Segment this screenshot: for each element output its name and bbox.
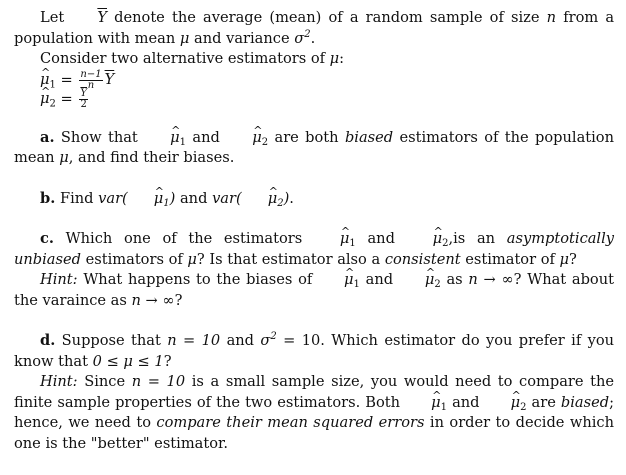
mu2-fraction: $\frac{\overline{Y}}{2}$ — [80, 87, 87, 110]
part-c-hint-end: ? — [174, 291, 183, 309]
estimator-2-equation: ^ $\mu_2$ = $\frac{\overline{Y}}{2}$ — [14, 89, 614, 108]
part-d-hint-label: Hint: — [40, 373, 78, 390]
part-d-compare: compare their mean squared errors — [156, 414, 425, 431]
part-a-mu2: ^ μ — [226, 128, 262, 149]
part-c-hint1: What happens to the biases of — [83, 271, 313, 288]
part-d-hint3: are — [531, 393, 556, 411]
part-d-text1: Suppose that — [61, 332, 161, 349]
part-d-q: ? — [163, 352, 172, 370]
intro-ybar: $\overline{Y}$ — [97, 9, 107, 26]
consider-line — [14, 49, 614, 70]
part-c-hint-mu1: ^ μ — [318, 270, 354, 291]
part-c-mu2: ^ μ — [407, 229, 443, 250]
part-d-hint-and: and — [452, 393, 480, 411]
part-c-hint-mu2: ^ μ — [399, 270, 435, 291]
problem-document — [14, 8, 614, 454]
part-c-text5: estimator of — [465, 250, 555, 268]
part-d-text2: . Which estimator do you prefer if you know that — [14, 332, 615, 370]
part-d-sigma-rhs: = 10 — [283, 332, 321, 349]
part-b — [14, 189, 614, 210]
part-b-end: . — [289, 189, 294, 207]
part-c-text6: ? — [569, 250, 577, 268]
part-c-and: and — [367, 230, 395, 247]
part-d-hint: Hint: Since n = 10 is a small sample size, you would need to compare the finite sample properties of the two estimators. Both ^ $\mu_1$ and ^ $\mu_2$ are biased; hence, we need to compare their mean squared errors in order to decide which one is the "better" estimator. — [14, 372, 614, 454]
part-c-mu: μ — [187, 250, 197, 268]
mu1-fraction: $\frac{n-1}{n}$ — [80, 68, 102, 91]
part-c-text1: Which one of the estimators — [65, 230, 303, 247]
part-b-and: and — [179, 189, 208, 207]
part-d-hint-mu1: ^ μ — [405, 393, 441, 414]
part-c-hint3: ? What about the varaince as — [14, 271, 614, 309]
part-c-mu1: ^ μ — [314, 229, 350, 250]
mu2-equals: = — [60, 90, 73, 107]
consider-text: Consider two alternative estimators of — [40, 50, 326, 67]
part-b-text: Find — [59, 189, 94, 207]
part-b-var1: var( ^ $\mu_1$) — [98, 190, 175, 207]
intro-let: Let — [40, 9, 65, 26]
intro-period: . — [310, 29, 316, 47]
part-d-hint-n: n = 10 — [131, 373, 186, 390]
mu2-hat: ^ μ — [40, 89, 50, 108]
part-a-mu: μ — [59, 149, 69, 166]
part-a-label: a. — [40, 128, 55, 146]
part-d — [14, 331, 614, 372]
part-d-range: 0 ≤ μ ≤ 1 — [92, 352, 164, 370]
part-c: c. Which one of the estimators ^ $\mu_1$ and ^ $\mu_2,is$ an asymptotically unbiased estimators of μ? Is that estimator also a consistent estimator of μ? — [14, 229, 614, 270]
mu1-hat: ^ μ — [40, 70, 50, 89]
part-a-text4: , and find their biases. — [68, 149, 235, 166]
consider-colon: : — [339, 50, 345, 67]
consider-mu: μ — [329, 50, 340, 67]
part-d-hint5: in order to decide which one is the "better" estimator. — [14, 414, 615, 452]
part-d-hint-mu2: ^ μ — [485, 393, 521, 414]
part-a-biased: biased — [344, 128, 394, 146]
part-c-consistent: consistent — [384, 250, 461, 268]
part-d-hint1: Since — [84, 373, 126, 390]
intro-text: denote the average (mean) of a random sample of size — [114, 9, 540, 26]
part-c-hint2: as — [446, 271, 463, 288]
part-c-asymptotic: asymptotically unbiased — [14, 230, 615, 268]
part-d-hint2: is a small sample size, you would need to compare the finite sample properties of the two estimators. Both — [14, 373, 615, 411]
part-d-n-eq: n = 10 — [167, 332, 221, 349]
part-c-text3: estimators of — [85, 250, 183, 268]
part-a: a. Show that ^ $\mu_1$ and ^ $\mu_2$ are both biased estimators of the population mean μ, and find their biases. — [14, 128, 614, 169]
intro-sigma: $\sigma^2$ — [294, 28, 311, 47]
part-d-hint4: ; hence, we need to — [14, 393, 615, 431]
part-d-biased: biased — [560, 393, 610, 411]
part-c-mu2-sym: μ — [559, 250, 570, 268]
intro-variance: and variance — [194, 29, 290, 47]
part-c-hint-and: and — [365, 271, 394, 288]
part-c-label: c. — [40, 230, 54, 247]
intro-mu: μ — [179, 29, 190, 47]
part-a-text2: are both — [274, 128, 339, 146]
part-d-sigma: $\sigma^2$ — [260, 331, 277, 349]
part-c-arrow-expr-2: n → ∞ — [131, 291, 175, 309]
intro-paragraph — [14, 8, 614, 49]
part-a-text: Show that — [60, 128, 138, 146]
part-b-label: b. — [40, 189, 56, 207]
part-a-mu1: ^ μ — [144, 128, 180, 149]
part-c-arrow-expr: n → ∞ — [468, 271, 514, 288]
intro-n: n — [546, 9, 557, 26]
part-c-hint: Hint: What happens to the biases of ^ $\mu_1$ and ^ $\mu_2$ as n → ∞? What about the varaince as n → ∞? — [14, 270, 614, 311]
part-a-and: and — [192, 128, 220, 146]
part-d-and: and — [226, 332, 255, 349]
mu1-equals: = — [60, 71, 73, 88]
mu1-ybar: $\overline{Y}$ — [104, 71, 115, 88]
part-c-hint-label: Hint: — [40, 271, 78, 288]
part-c-text2: ,is an — [448, 230, 496, 247]
estimator-1-equation: ^ $\mu_1$ = $\frac{n-1}{n}$ $\overline{Y}$ — [14, 70, 614, 89]
intro-from: from a population with mean — [14, 9, 615, 47]
part-c-text4: ? Is that estimator also a — [196, 250, 381, 268]
part-d-label: d. — [40, 332, 56, 349]
part-b-var2: var( ^ $\mu_2$) — [212, 190, 289, 207]
part-a-text3: estimators of the population mean — [14, 128, 614, 166]
